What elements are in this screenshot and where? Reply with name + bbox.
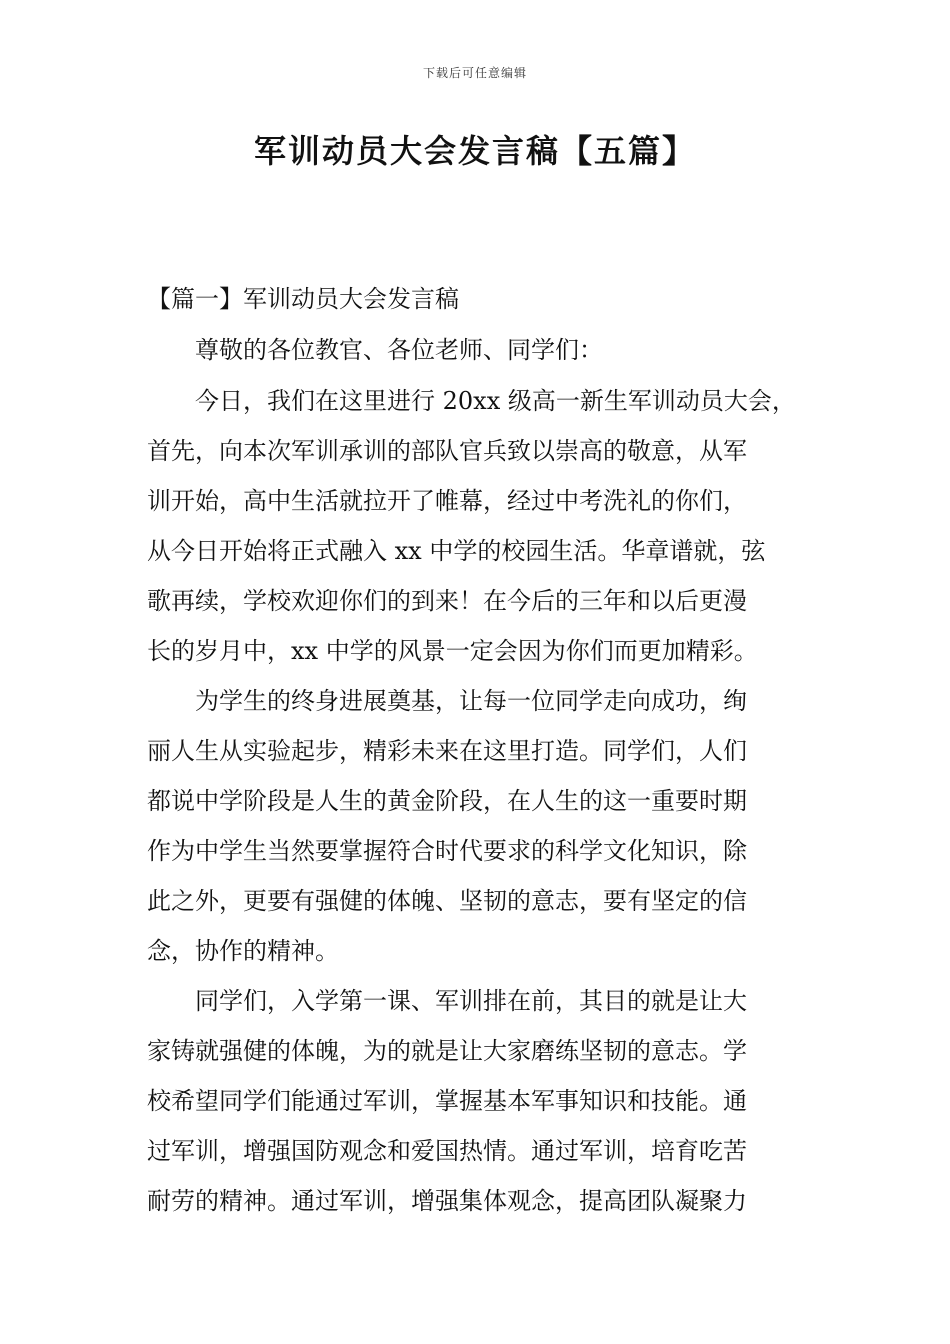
paragraph-3 [147, 976, 812, 1226]
paragraph-line: 丽人生从实验起步，精彩未来在这里打造。同学们，人们 [147, 737, 747, 765]
paragraph-1 [147, 376, 812, 676]
paragraph-line: 校希望同学们能通过军训，掌握基本军事知识和技能。通 [147, 1087, 747, 1115]
document-title: 军训动员大会发言稿【五篇】 [253, 132, 696, 170]
paragraph-line: 此之外，更要有强健的体魄、坚韧的意志，要有坚定的信 [147, 887, 747, 915]
paragraph-line: 歌再续，学校欢迎你们的到来！在今后的三年和以后更漫 [147, 587, 747, 615]
paragraph-line: 训开始，高中生活就拉开了帷幕，经过中考洗礼的你们， [147, 487, 747, 515]
paragraph-line: 念，协作的精神。 [147, 937, 339, 965]
paragraph-line: 过军训，增强国防观念和爱国热情。通过军训，培育吃苦 [147, 1137, 747, 1165]
paragraph-2 [147, 676, 812, 976]
paragraph-line: 长的岁月中，xx 中学的风景一定会因为你们而更加精彩。 [147, 637, 758, 665]
paragraph-line: 同学们，入学第一课、军训排在前，其目的就是让大 [195, 987, 747, 1015]
paragraph-line: 都说中学阶段是人生的黄金阶段，在人生的这一重要时期 [147, 787, 747, 815]
paragraph-line: 作为中学生当然要掌握符合时代要求的科学文化知识，除 [147, 837, 747, 865]
paragraph-line: 首先，向本次军训承训的部队官兵致以崇高的敬意，从军 [147, 437, 747, 465]
paragraph-line: 为学生的终身进展奠基，让每一位同学走向成功，绚 [195, 687, 747, 715]
paragraph-line: 家铸就强健的体魄，为的就是让大家磨练坚韧的意志。学 [147, 1037, 747, 1065]
paragraph-line: 今日，我们在这里进行 20xx 级高一新生军训动员大会， [195, 387, 796, 415]
paragraph-line: 从今日开始将正式融入 xx 中学的校园生活。华章谱就，弦 [147, 537, 766, 565]
salutation: 尊敬的各位教官、各位老师、同学们： [195, 336, 603, 364]
section-heading: 【篇一】军训动员大会发言稿 [147, 285, 459, 313]
paragraph-line: 耐劳的精神。通过军训，增强集体观念，提高团队凝聚力 [147, 1187, 747, 1215]
body-text [147, 376, 812, 1226]
header-note: 下载后可任意编辑 [422, 66, 527, 80]
